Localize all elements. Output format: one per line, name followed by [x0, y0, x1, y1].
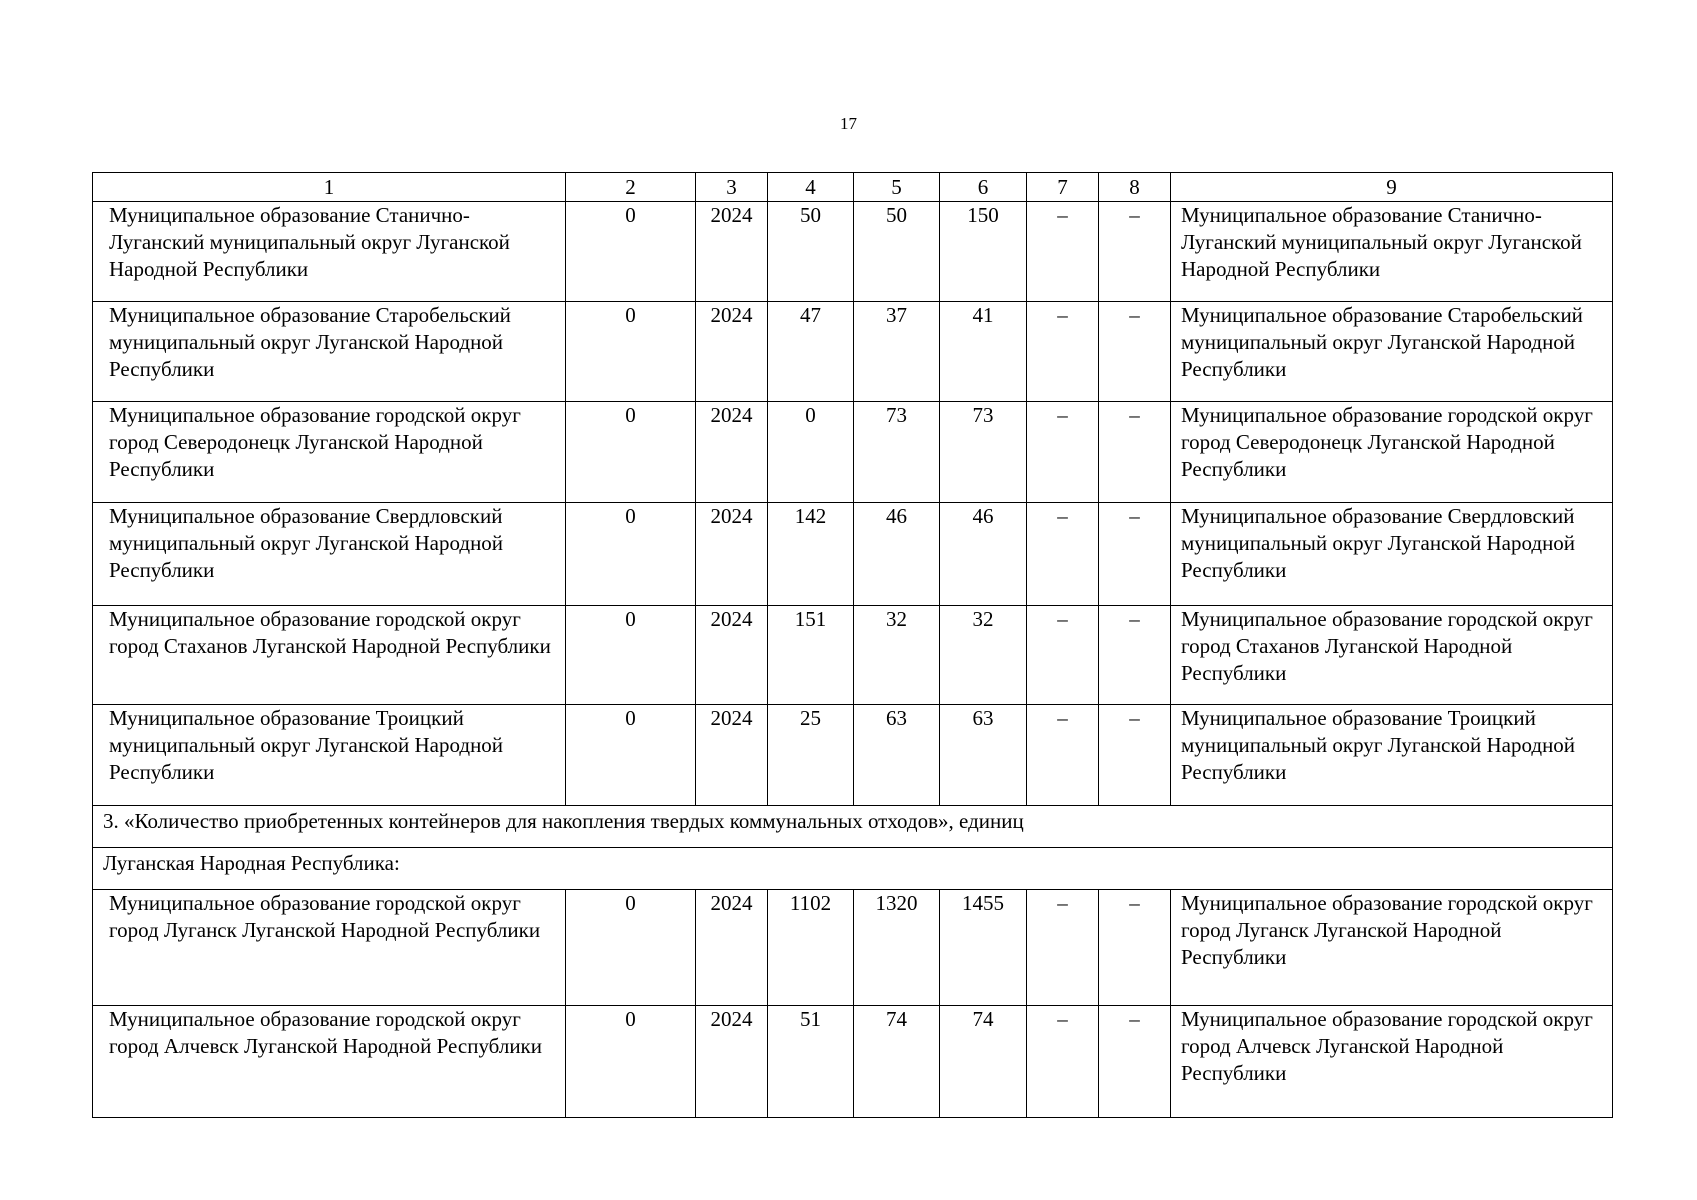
value-cell: 0: [566, 302, 696, 402]
header-cell: 7: [1027, 173, 1099, 202]
value-cell: 50: [854, 202, 940, 302]
value-cell: –: [1099, 1006, 1171, 1118]
value-cell: 2024: [696, 302, 768, 402]
municipality-name-cell: Муниципальное образование Свердловский муниципальный округ Луганской Народной Республики: [93, 503, 566, 606]
value-cell: –: [1027, 503, 1099, 606]
value-cell: 142: [768, 503, 854, 606]
value-cell: –: [1027, 402, 1099, 503]
table-row: [93, 503, 1613, 606]
value-cell: 151: [768, 606, 854, 705]
value-cell: –: [1027, 1006, 1099, 1118]
value-cell: –: [1027, 302, 1099, 402]
section-title: 3. «Количество приобретенных контейнеров для накопления твердых коммунальных отходов», единиц: [93, 806, 1613, 848]
value-cell: 2024: [696, 1006, 768, 1118]
municipality-name-cell: Муниципальное образование Троицкий муниципальный округ Луганской Народной Республики: [93, 705, 566, 806]
region-label: Луганская Народная Республика:: [93, 848, 1613, 890]
value-cell: –: [1027, 705, 1099, 806]
value-cell: –: [1099, 606, 1171, 705]
table-row: [93, 890, 1613, 1006]
data-table: [92, 172, 1613, 1118]
table-row: [93, 1006, 1613, 1118]
value-cell: 0: [566, 1006, 696, 1118]
municipality-name-cell: Муниципальное образование городской округ город Алчевск Луганской Народной Республики: [93, 1006, 566, 1118]
value-cell: 0: [768, 402, 854, 503]
header-cell: 4: [768, 173, 854, 202]
header-cell: 2: [566, 173, 696, 202]
value-cell: 0: [566, 890, 696, 1006]
table-row: [93, 606, 1613, 705]
section-row: [93, 806, 1613, 848]
value-cell: 0: [566, 402, 696, 503]
value-cell: 50: [768, 202, 854, 302]
value-cell: 73: [940, 402, 1027, 503]
value-cell: 32: [854, 606, 940, 705]
value-cell: 51: [768, 1006, 854, 1118]
table-body: [93, 173, 1613, 1118]
value-cell: 32: [940, 606, 1027, 705]
table-row: [93, 202, 1613, 302]
value-cell: 41: [940, 302, 1027, 402]
value-cell: 0: [566, 202, 696, 302]
value-cell: –: [1099, 302, 1171, 402]
value-cell: 2024: [696, 705, 768, 806]
responsible-cell: Муниципальное образование городской округ город Северодонецк Луганской Народной Республики: [1171, 402, 1613, 503]
region-row: [93, 848, 1613, 890]
value-cell: 73: [854, 402, 940, 503]
header-cell: 5: [854, 173, 940, 202]
table-row: [93, 705, 1613, 806]
value-cell: 1455: [940, 890, 1027, 1006]
value-cell: 1320: [854, 890, 940, 1006]
value-cell: 2024: [696, 503, 768, 606]
municipality-name-cell: Муниципальное образование городской округ город Северодонецк Луганской Народной Республики: [93, 402, 566, 503]
value-cell: 2024: [696, 890, 768, 1006]
value-cell: 46: [940, 503, 1027, 606]
value-cell: 2024: [696, 402, 768, 503]
responsible-cell: Муниципальное образование Станично-Луганский муниципальный округ Луганской Народной Республики: [1171, 202, 1613, 302]
responsible-cell: Муниципальное образование городской округ город Луганск Луганской Народной Республики: [1171, 890, 1613, 1006]
value-cell: 0: [566, 606, 696, 705]
value-cell: –: [1099, 890, 1171, 1006]
header-cell: 1: [93, 173, 566, 202]
value-cell: 46: [854, 503, 940, 606]
responsible-cell: Муниципальное образование Троицкий муниципальный округ Луганской Народной Республики: [1171, 705, 1613, 806]
municipality-name-cell: Муниципальное образование городской округ город Луганск Луганской Народной Республики: [93, 890, 566, 1006]
value-cell: 74: [940, 1006, 1027, 1118]
value-cell: 0: [566, 705, 696, 806]
value-cell: 2024: [696, 606, 768, 705]
value-cell: 63: [940, 705, 1027, 806]
municipality-name-cell: Муниципальное образование Станично-Луганский муниципальный округ Луганской Народной Республики: [93, 202, 566, 302]
header-cell: 9: [1171, 173, 1613, 202]
value-cell: 47: [768, 302, 854, 402]
table-row: [93, 402, 1613, 503]
value-cell: 25: [768, 705, 854, 806]
header-cell: 3: [696, 173, 768, 202]
value-cell: 150: [940, 202, 1027, 302]
value-cell: –: [1027, 890, 1099, 1006]
header-cell: 8: [1099, 173, 1171, 202]
value-cell: –: [1099, 503, 1171, 606]
value-cell: 1102: [768, 890, 854, 1006]
value-cell: 0: [566, 503, 696, 606]
responsible-cell: Муниципальное образование Старобельский муниципальный округ Луганской Народной Республики: [1171, 302, 1613, 402]
value-cell: –: [1027, 606, 1099, 705]
value-cell: 74: [854, 1006, 940, 1118]
header-cell: 6: [940, 173, 1027, 202]
value-cell: –: [1099, 402, 1171, 503]
responsible-cell: Муниципальное образование Свердловский муниципальный округ Луганской Народной Республики: [1171, 503, 1613, 606]
municipality-name-cell: Муниципальное образование Старобельский муниципальный округ Луганской Народной Республики: [93, 302, 566, 402]
municipality-name-cell: Муниципальное образование городской округ город Стаханов Луганской Народной Республики: [93, 606, 566, 705]
value-cell: –: [1099, 202, 1171, 302]
page-number: 17: [840, 114, 857, 133]
value-cell: 2024: [696, 202, 768, 302]
responsible-cell: Муниципальное образование городской округ город Алчевск Луганской Народной Республики: [1171, 1006, 1613, 1118]
value-cell: –: [1027, 202, 1099, 302]
value-cell: 37: [854, 302, 940, 402]
value-cell: –: [1099, 705, 1171, 806]
value-cell: 63: [854, 705, 940, 806]
responsible-cell: Муниципальное образование городской округ город Стаханов Луганской Народной Республики: [1171, 606, 1613, 705]
table-row: [93, 302, 1613, 402]
header-row: [93, 173, 1613, 202]
